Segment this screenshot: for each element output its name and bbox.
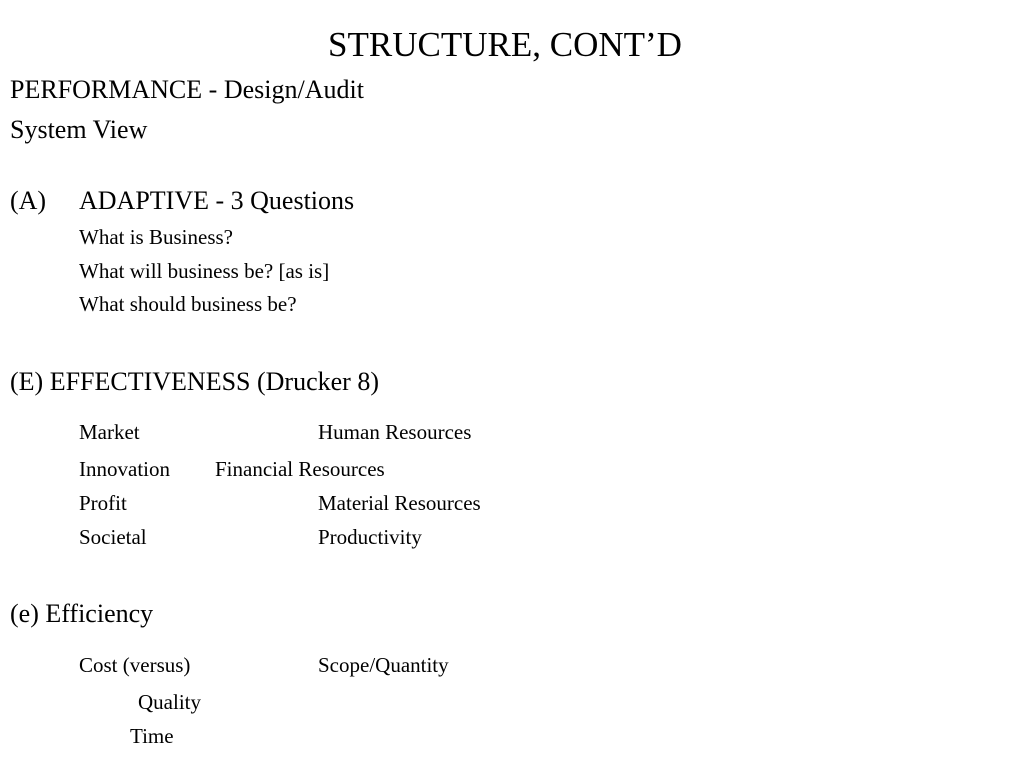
adaptive-heading: ADAPTIVE - 3 Questions [79, 186, 355, 215]
efficiency-item: Cost (versus) [79, 653, 191, 677]
slide-title: STRUCTURE, CONT’D [328, 25, 682, 64]
performance-heading: PERFORMANCE - Design/Audit [10, 75, 364, 104]
adaptive-question: What should business be? [79, 292, 297, 316]
adaptive-question: What is Business? [79, 225, 233, 249]
effectiveness-item: Financial Resources [215, 457, 385, 481]
effectiveness-heading: (E) EFFECTIVENESS (Drucker 8) [10, 367, 379, 396]
effectiveness-item: Material Resources [318, 491, 481, 515]
efficiency-item: Quality [138, 690, 201, 714]
effectiveness-item: Human Resources [318, 420, 472, 444]
system-view-heading: System View [10, 115, 148, 144]
effectiveness-item: Profit [79, 491, 127, 515]
efficiency-heading: (e) Efficiency [10, 599, 154, 628]
efficiency-item: Time [130, 724, 174, 748]
effectiveness-item: Market [79, 420, 140, 444]
adaptive-question: What will business be? [as is] [79, 259, 330, 283]
efficiency-item: Scope/Quantity [318, 653, 449, 677]
effectiveness-item: Innovation [79, 457, 170, 481]
effectiveness-item: Productivity [318, 525, 422, 549]
adaptive-marker: (A) [10, 186, 47, 215]
effectiveness-item: Societal [79, 525, 147, 549]
